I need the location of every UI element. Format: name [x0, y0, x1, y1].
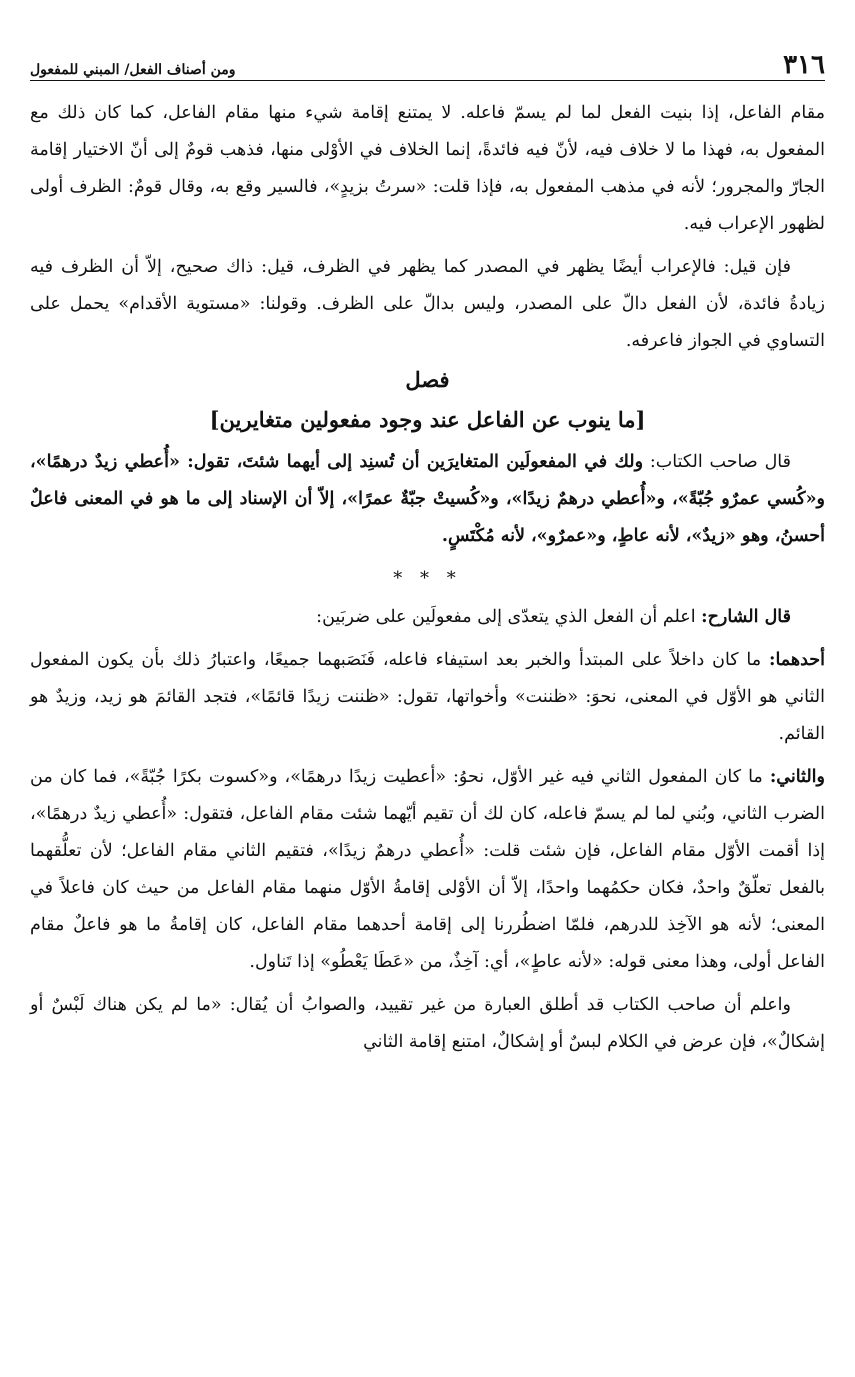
book-page	[30, 42, 825, 1367]
author-intro: قال صاحب الكتاب:	[649, 452, 791, 472]
commentator-label: قال الشارح:	[701, 607, 791, 627]
commentator-paragraph	[30, 599, 825, 636]
author-text: ولك في المفعولَين المتغايرَين أن تُسنِد إلى أيهما شئتَ، تقول: «أُعطي زيدٌ درهمًا»، و«كُسي عمرٌو جُبّةً»، و«أُعطي درهمٌ زيدًا»، و«كُسيتْ جبّةٌ عمرًا»، إلاّ أن الإسناد إلى ما هو في المعنى فاعلٌ أحسنُ، وهو «زيدٌ»، لأنه عاطٍ، و«عمرٌو»، لأنه مُكْتَسٍ.	[30, 452, 825, 546]
running-header	[30, 42, 825, 81]
second-type-text: ما كان المفعول الثاني فيه غير الأوّل، نحوُ: «أعطيت زيدًا درهمًا»، و«كسوت بكرًا جُبّةً»، فما كان من الضرب الثاني، وبُني لما لم يسمّ فاعله، كان لك أن تقيم أيّهما شئت مقام الفاعل، فتقول: «أُعطي زيدٌ درهمًا»، إذا أقمت الأوّل مقام الفاعل، فإن شئت قلت: «أُعطي درهمٌ زيدًا»، فتقيم الثاني مقام الفاعل؛ لأن تعلُّقهما بالفعل تعلّقٌ واحدٌ، فكان حكمُهما واحدًا، إلاّ أن الأوْلى إقامةُ الأوّل منهما مقام الفاعل من حيث كان فاعلاً في المعنى؛ لأنه هو الآخِذ للدرهم، فلمّا اضطُررنا إلى إقامة أحدهما مقام الفاعل، كان إقامةُ ما هو فاعلٌ مقام الفاعل أولى، وهذا معنى قوله: «لأنه عاطٍ»، أي: آخِذٌ، من «عَطَا يَعْطُو» إذا تَناول.	[30, 767, 825, 972]
final-paragraph: واعلم أن صاحب الكتاب قد أطلق العبارة من غير تقييد، والصوابُ أن يُقال: «ما لم يكن هناك لَبْسٌ أو إشكالٌ»، فإن عرض في الكلام لبسٌ أو إشكالٌ، امتنع إقامة الثاني	[30, 995, 825, 1052]
second-type-paragraph	[30, 759, 825, 981]
page-number: ٣١٦	[783, 50, 825, 80]
first-type-text: ما كان داخلاً على المبتدأ والخبر بعد استيفاء فاعله، فَنَصَبهما جميعًا، واعتبارُ ذلك بأن يكون المفعول الثاني هو الأوّل في المعنى، نحوَ: «ظننت» وأخواتها، تقول: «ظننت زيدًا قائمًا»، فتجد القائمَ هو زيد، وزيدٌ هو القائم.	[30, 650, 825, 744]
section-separator: * * *	[393, 568, 462, 589]
paragraph-2: فإن قيل: فالإعراب أيضًا يظهر في المصدر كما يظهر في الظرف، قيل: ذاك صحيح، إلاّ أن الظرف فيه زيادةُ فائدة، لأن الفعل دالّ على المصدر، وليس بدالّ على الظرف. وقولنا: «مستوية الأقدام» يحمل على التساوي في الجواز فاعرفه.	[30, 257, 825, 351]
author-paragraph	[30, 444, 825, 555]
first-type-paragraph	[30, 642, 825, 753]
paragraph-1: مقام الفاعل، إذا بنيت الفعل لما لم يسمّ فاعله. لا يمتنع إقامة شيء منها مقام الفاعل، كما كان ذلك مع المفعول به، فهذا ما لا خلاف فيه، لأنّ فيه فائدةً، إنما الخلاف في الأوْلى منها، فذهب قومٌ إلى أنّ الاختيار إقامة الجارّ والمجرور؛ لأنه في مذهب المفعول به، فإذا قلت: «سرتُ بزيدٍ»، فالسير وقع به، وقال قومٌ: الظرف أولى لظهور الإعراب فيه.	[30, 103, 825, 234]
first-type-label: أحدهما:	[768, 650, 825, 670]
section-subtitle: [ما ينوب عن الفاعل عند وجود مفعولين متغايرين]	[209, 407, 646, 432]
second-type-label: والثاني:	[769, 767, 825, 787]
section-title: فصل	[405, 367, 450, 392]
running-title: ومن أصناف الفعل/ المبني للمفعول	[30, 62, 236, 78]
page-body	[30, 95, 825, 1061]
commentator-text: اعلم أن الفعل الذي يتعدّى إلى مفعولَين على ضربَين:	[316, 607, 696, 627]
